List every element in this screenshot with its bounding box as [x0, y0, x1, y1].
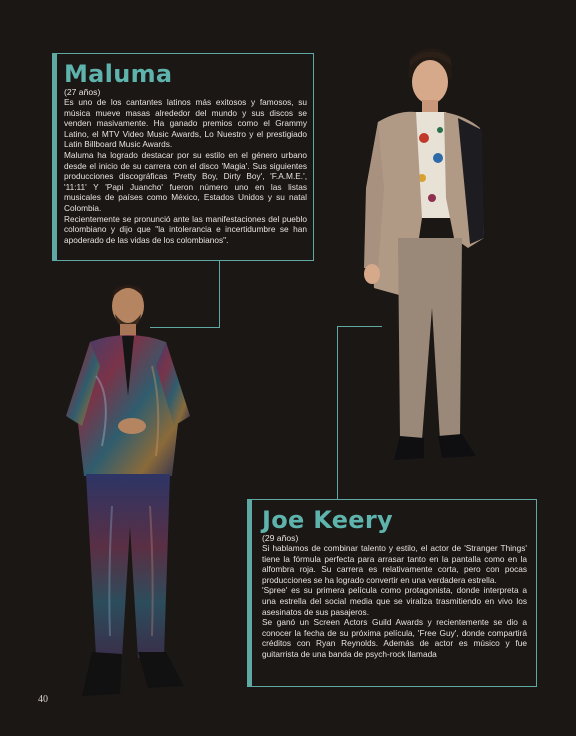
maluma-photo — [52, 276, 202, 706]
maluma-paragraph-1: Es uno de los cantantes latinos más exitosos y famosos, su música mueve masas alrededor del mundo y sus discos se venden masivamente. Ha ganado premios como el Grammy Latino, el MTV Video Music Awards, Lo Nuestro y el prestigiado Latin Billboard Music Awards. — [64, 97, 307, 150]
maluma-connector-vertical — [219, 261, 220, 328]
maluma-text-box — [52, 53, 314, 261]
joe-keery-age: (29 años) — [262, 533, 299, 543]
joe-paragraph-2: 'Spree' es su primera película como protagonista, donde interpreta a una estrella del social media que se viraliza trasmitiendo en vivo los asesinatos de sus pasajeros. — [262, 585, 527, 617]
page-number: 40 — [38, 694, 48, 705]
maluma-name-heading: Maluma — [64, 60, 173, 88]
joe-paragraph-1: Si hablamos de combinar talento y estilo, el actor de 'Stranger Things' tiene la fórmula perfecta para arrasar tanto en la pantalla como en la alfombra roja. Su carrera es relativamente corta, pero con pocas producciones se ha logrado convertir en una verdadera estrella. — [262, 543, 527, 585]
joe-accent-bar — [248, 500, 252, 686]
joe-keery-body — [262, 543, 527, 660]
maluma-paragraph-3: Recientemente se pronunció ante las manifestaciones del pueblo colombiano y dijo que "la intolerancia e incertidumbre se han apoderado de las vidas de los colombianos". — [64, 213, 307, 245]
maluma-body — [64, 97, 307, 245]
joe-keery-name-heading: Joe Keery — [262, 506, 393, 534]
maluma-accent-bar — [53, 54, 57, 260]
joe-keery-text-box — [247, 499, 537, 687]
joe-keery-photo — [358, 38, 488, 478]
maluma-paragraph-2: Maluma ha logrado destacar por su estilo en el género urbano desde el inicio de su carrera con el disco 'Magia'. Sus siguientes producciones discográficas 'Pretty Boy, Dirty Boy', 'F.A.M.E.', '11:11' Y 'Papi Juancho' fueron número uno en las listas musicales de países como México, Estados Unidos y su natal Colombia. — [64, 149, 307, 213]
maluma-age: (27 años) — [64, 87, 101, 97]
joe-paragraph-3: Se ganó un Screen Actors Guild Awards y recientemente se dio a conocer la fecha de su próxima película, 'Free Guy', donde compartirá créditos con Ryan Reynolds. Además de actor es músico y fue guitarrista de una banda de psych-rock llamada — [262, 617, 527, 659]
joe-connector-vertical — [337, 326, 338, 500]
